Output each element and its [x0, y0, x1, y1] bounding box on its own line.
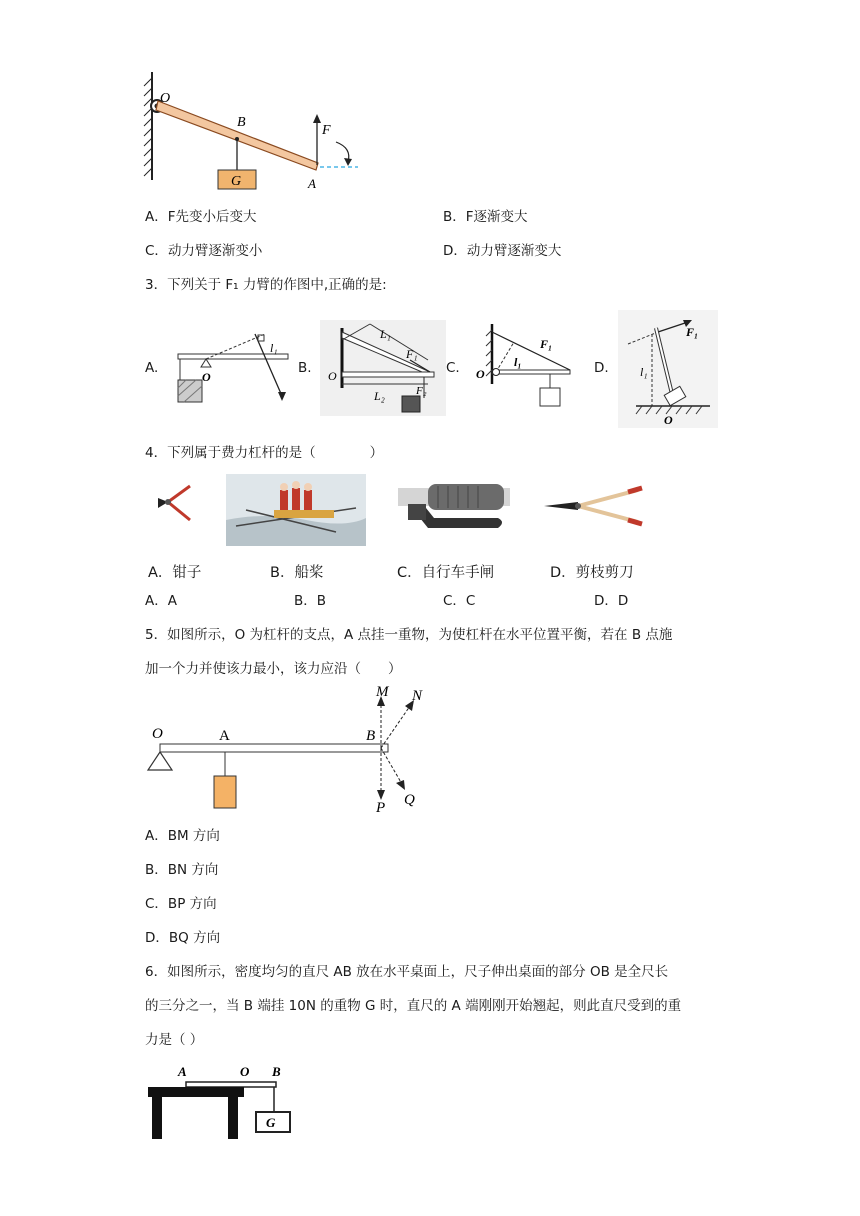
q2-lever-figure	[140, 70, 370, 195]
q3b-label-F2: F₂	[416, 385, 427, 397]
q2-option-c: C．动力臂逐渐变小	[145, 243, 263, 259]
q4-caption-a: A．钳子	[148, 565, 202, 581]
q6-ruler-figure	[146, 1060, 296, 1144]
q3d-label-l1: l₁	[640, 365, 648, 379]
q5-label-N: N	[412, 688, 423, 704]
q4-caption-c: C．自行车手闸	[397, 565, 495, 581]
q5-option-c: C．BP 方向	[145, 896, 217, 912]
q6-stem-line1: 6．如图所示，密度均匀的直尺 AB 放在水平桌面上，尺子伸出桌面的部分 OB 是全尺长	[145, 964, 669, 980]
q3d-label-F1: F₁	[686, 325, 699, 339]
q5-stem-line1: 5．如图所示，O 为杠杆的支点，A 点挂一重物，为使杠杆在水平位置平衡，若在 B 点施	[145, 627, 673, 643]
q4-rowing-photo	[226, 474, 366, 546]
q4-pruning-shears-image	[540, 484, 648, 528]
q6-label-G: G	[266, 1115, 276, 1130]
q5-label-B: B	[366, 728, 376, 744]
q3-key-d: D.	[594, 360, 609, 376]
q4-caption-d: D．剪枝剪刀	[550, 565, 634, 581]
q6-label-O: O	[240, 1064, 250, 1079]
q3b-label-L2: L₂	[374, 389, 385, 403]
q3c-label-O: O	[476, 367, 485, 381]
q2-label-A: A	[308, 176, 316, 191]
q3-figure-a	[170, 326, 300, 408]
q3d-label-O: O	[664, 413, 673, 427]
q3-figure-c	[466, 322, 580, 414]
q4-option-d: D．D	[594, 593, 629, 609]
q5-option-b: B．BN 方向	[145, 862, 219, 878]
q2-label-B: B	[237, 115, 246, 130]
q3-figure-b	[320, 320, 446, 416]
q3-key-b: B.	[298, 360, 312, 376]
q3-key-c: C.	[446, 360, 460, 376]
q4-pliers-image	[150, 478, 200, 528]
q3a-label-O: O	[202, 370, 211, 384]
q3a-label-l1: l₁	[270, 341, 278, 355]
q3-key-a: A.	[145, 360, 159, 376]
q3c-label-F1: F₁	[540, 337, 553, 351]
q6-stem-line3: 力是（ ）	[145, 1032, 204, 1048]
q5-option-a: A．BM 方向	[145, 828, 220, 844]
q2-label-O: O	[160, 91, 171, 106]
q3c-label-l1: l₁	[514, 355, 522, 369]
q4-stem: 4．下列属于费力杠杆的是（ ）	[145, 445, 384, 461]
q2-option-d: D．动力臂逐渐变大	[443, 243, 562, 259]
q5-label-Q: Q	[404, 792, 415, 808]
q3b-label-F1: F₁	[406, 347, 418, 361]
q2-label-F: F	[322, 123, 331, 138]
q4-option-c: C．C	[443, 593, 476, 609]
q3-figure-d	[618, 310, 718, 428]
q5-stem-line2: 加一个力并使该力最小，该力应沿（ ）	[145, 661, 402, 677]
q6-label-A: A	[178, 1064, 187, 1079]
q5-option-d: D．BQ 方向	[145, 930, 221, 946]
q3b-label-O: O	[328, 369, 337, 383]
q4-option-b: B．B	[294, 593, 327, 609]
q5-label-O: O	[152, 726, 163, 742]
q4-bike-brake-image	[398, 478, 510, 540]
q6-label-B: B	[272, 1064, 281, 1079]
q3b-label-L1: L₁	[380, 327, 391, 341]
q6-stem-line2: 的三分之一，当 B 端挂 10N 的重物 G 时，直尺的 A 端刚刚开始翘起，则此直尺受到的重	[145, 998, 682, 1014]
q4-option-a: A．A	[145, 593, 177, 609]
q5-label-M: M	[376, 684, 389, 700]
q4-caption-b: B．船桨	[270, 565, 324, 581]
q2-option-b: B．F逐渐变大	[443, 209, 528, 225]
q3-stem: 3．下列关于 F₁ 力臂的作图中,正确的是:	[145, 277, 387, 293]
q5-label-A: A	[219, 728, 230, 744]
q2-option-a: A．F先变小后变大	[145, 209, 257, 225]
q5-label-P: P	[376, 800, 386, 816]
q2-label-G: G	[231, 174, 242, 189]
q5-lever-figure	[140, 684, 440, 816]
